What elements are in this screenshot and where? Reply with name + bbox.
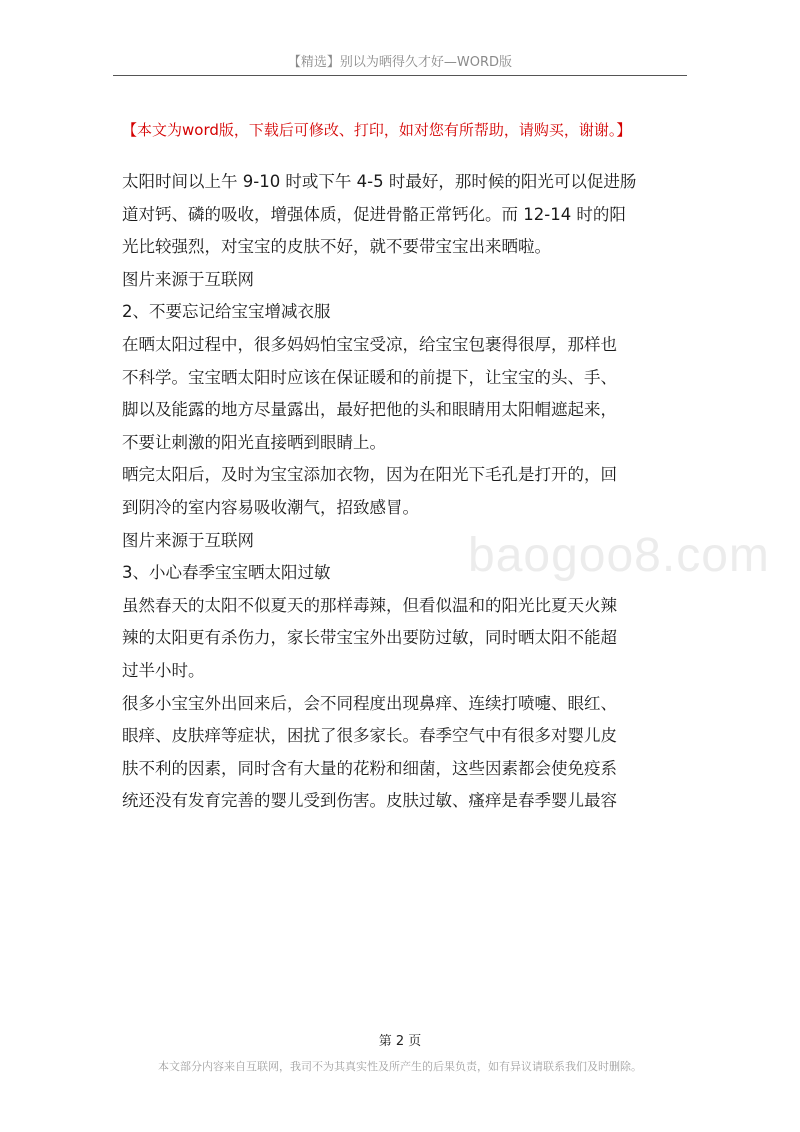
body-line: 道对钙、磷的吸收，增强体质，促进骨骼正常钙化。而 12-14 时的阳 bbox=[122, 204, 626, 224]
page-number: 第 2 页 bbox=[378, 1034, 422, 1049]
body-line: 在晒太阳过程中，很多妈妈怕宝宝受凉，给宝宝包裹得很厚，那样也 bbox=[122, 334, 617, 354]
body-line: 脚以及能露的地方尽量露出，最好把他的头和眼睛用太阳帽遮起来， bbox=[122, 400, 617, 420]
body-line: 光比较强烈，对宝宝的皮肤不好，就不要带宝宝出来晒啦。 bbox=[122, 237, 551, 257]
download-notice: 【本文为word版，下载后可修改、打印，如对您有所帮助，请购买，谢谢。】 bbox=[122, 121, 632, 139]
body-line: 眼痒、皮肤痒等症状，困扰了很多家长。春季空气中有很多对婴儿皮 bbox=[122, 726, 617, 746]
body-line: 很多小宝宝外出回来后，会不同程度出现鼻痒、连续打喷嚏、眼红、 bbox=[122, 693, 617, 713]
body-line: 过半小时。 bbox=[122, 660, 205, 680]
body-line: 虽然春天的太阳不似夏天的那样毒辣，但看似温和的阳光比夏天火辣 bbox=[122, 595, 617, 615]
body-line: 到阴冷的室内容易吸收潮气，招致感冒。 bbox=[122, 497, 419, 517]
body-line: 太阳时间以上午 9-10 时或下午 4-5 时最好，那时候的阳光可以促进肠 bbox=[122, 172, 637, 191]
footer-disclaimer: 本文部分内容来自互联网，我司不为其真实性及所产生的后果负责，如有异议请联系我们及时删除。 bbox=[158, 1060, 642, 1073]
header-title: 【精选】别以为晒得久才好—WORD版 bbox=[287, 55, 513, 70]
body-line: 不要让刺激的阳光直接晒到眼睛上。 bbox=[122, 432, 386, 452]
body-line: 统还没有发育完善的婴儿受到伤害。皮肤过敏、瘙痒是春季婴儿最容 bbox=[122, 791, 617, 811]
body-line: 肤不利的因素，同时含有大量的花粉和细菌，这些因素都会使免疫系 bbox=[122, 758, 617, 778]
image-source-caption: 图片来源于互联网 bbox=[122, 269, 254, 289]
header-divider bbox=[113, 75, 687, 76]
section-heading: 2、不要忘记给宝宝增减衣服 bbox=[122, 302, 331, 322]
body-line: 不科学。宝宝晒太阳时应该在保证暖和的前提下，让宝宝的头、手、 bbox=[122, 367, 617, 387]
section-heading: 3、小心春季宝宝晒太阳过敏 bbox=[122, 563, 331, 583]
body-line: 晒完太阳后，及时为宝宝添加衣物，因为在阳光下毛孔是打开的，回 bbox=[122, 465, 617, 485]
body-line: 辣的太阳更有杀伤力，家长带宝宝外出要防过敏，同时晒太阳不能超 bbox=[122, 628, 617, 648]
document-body bbox=[122, 166, 684, 818]
watermark: baogoo8.com bbox=[468, 529, 770, 582]
image-source-caption: 图片来源于互联网 bbox=[122, 530, 254, 550]
